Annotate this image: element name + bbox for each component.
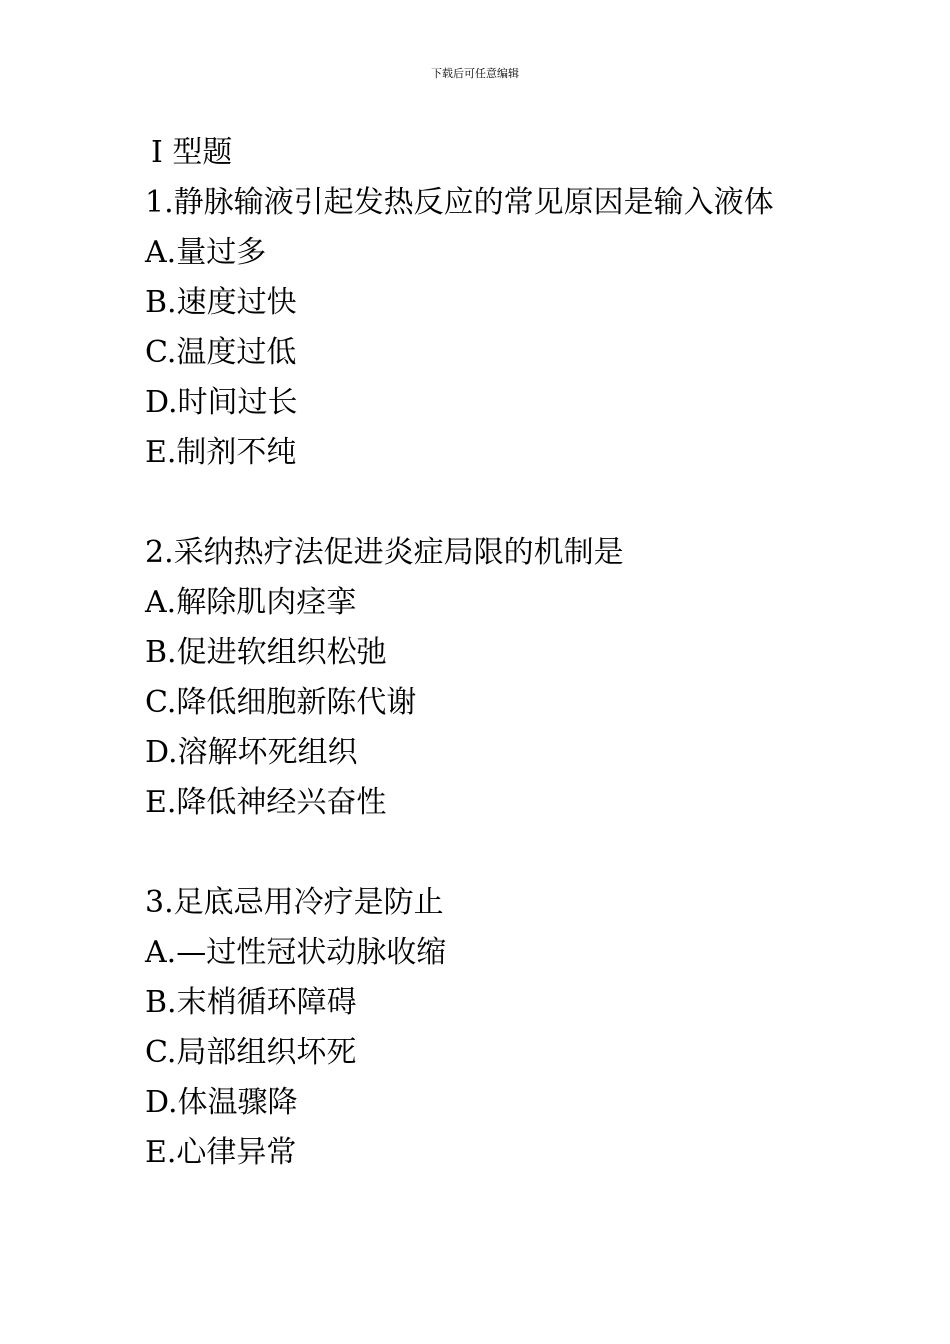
option-b: B.末梢循环障碍	[145, 985, 357, 1020]
option-a: A.量过多	[145, 235, 267, 270]
page-header: 下载后可任意编辑	[431, 67, 519, 80]
question-spacer	[145, 478, 825, 528]
option-c: C.温度过低	[145, 335, 297, 370]
question-1	[145, 178, 825, 478]
option-d: D.体温骤降	[145, 1085, 298, 1120]
option-c: C.局部组织坏死	[145, 1035, 357, 1070]
option-c: C.降低细胞新陈代谢	[145, 685, 417, 720]
question-2	[145, 528, 825, 828]
option-d: D.溶解坏死组织	[145, 735, 358, 770]
question-stem: 1.静脉输液引起发热反应的常见原因是输入液体	[145, 185, 774, 220]
document-body	[145, 128, 825, 1178]
option-e: E.降低神经兴奋性	[145, 785, 387, 820]
question-stem: 2.采纳热疗法促进炎症局限的机制是	[145, 535, 624, 570]
option-e: E.制剂不纯	[145, 435, 297, 470]
option-d: D.时间过长	[145, 385, 298, 420]
question-stem: 3.足底忌用冷疗是防止	[145, 885, 444, 920]
question-spacer	[145, 828, 825, 878]
option-b: B.速度过快	[145, 285, 297, 320]
option-e: E.心律异常	[145, 1135, 297, 1170]
option-a: A.—过性冠状动脉收缩	[145, 935, 447, 970]
question-3	[145, 878, 825, 1178]
option-b: B.促进软组织松弛	[145, 635, 387, 670]
option-a: A.解除肌肉痉挛	[145, 585, 357, 620]
section-title: Ⅰ 型题	[151, 135, 233, 170]
